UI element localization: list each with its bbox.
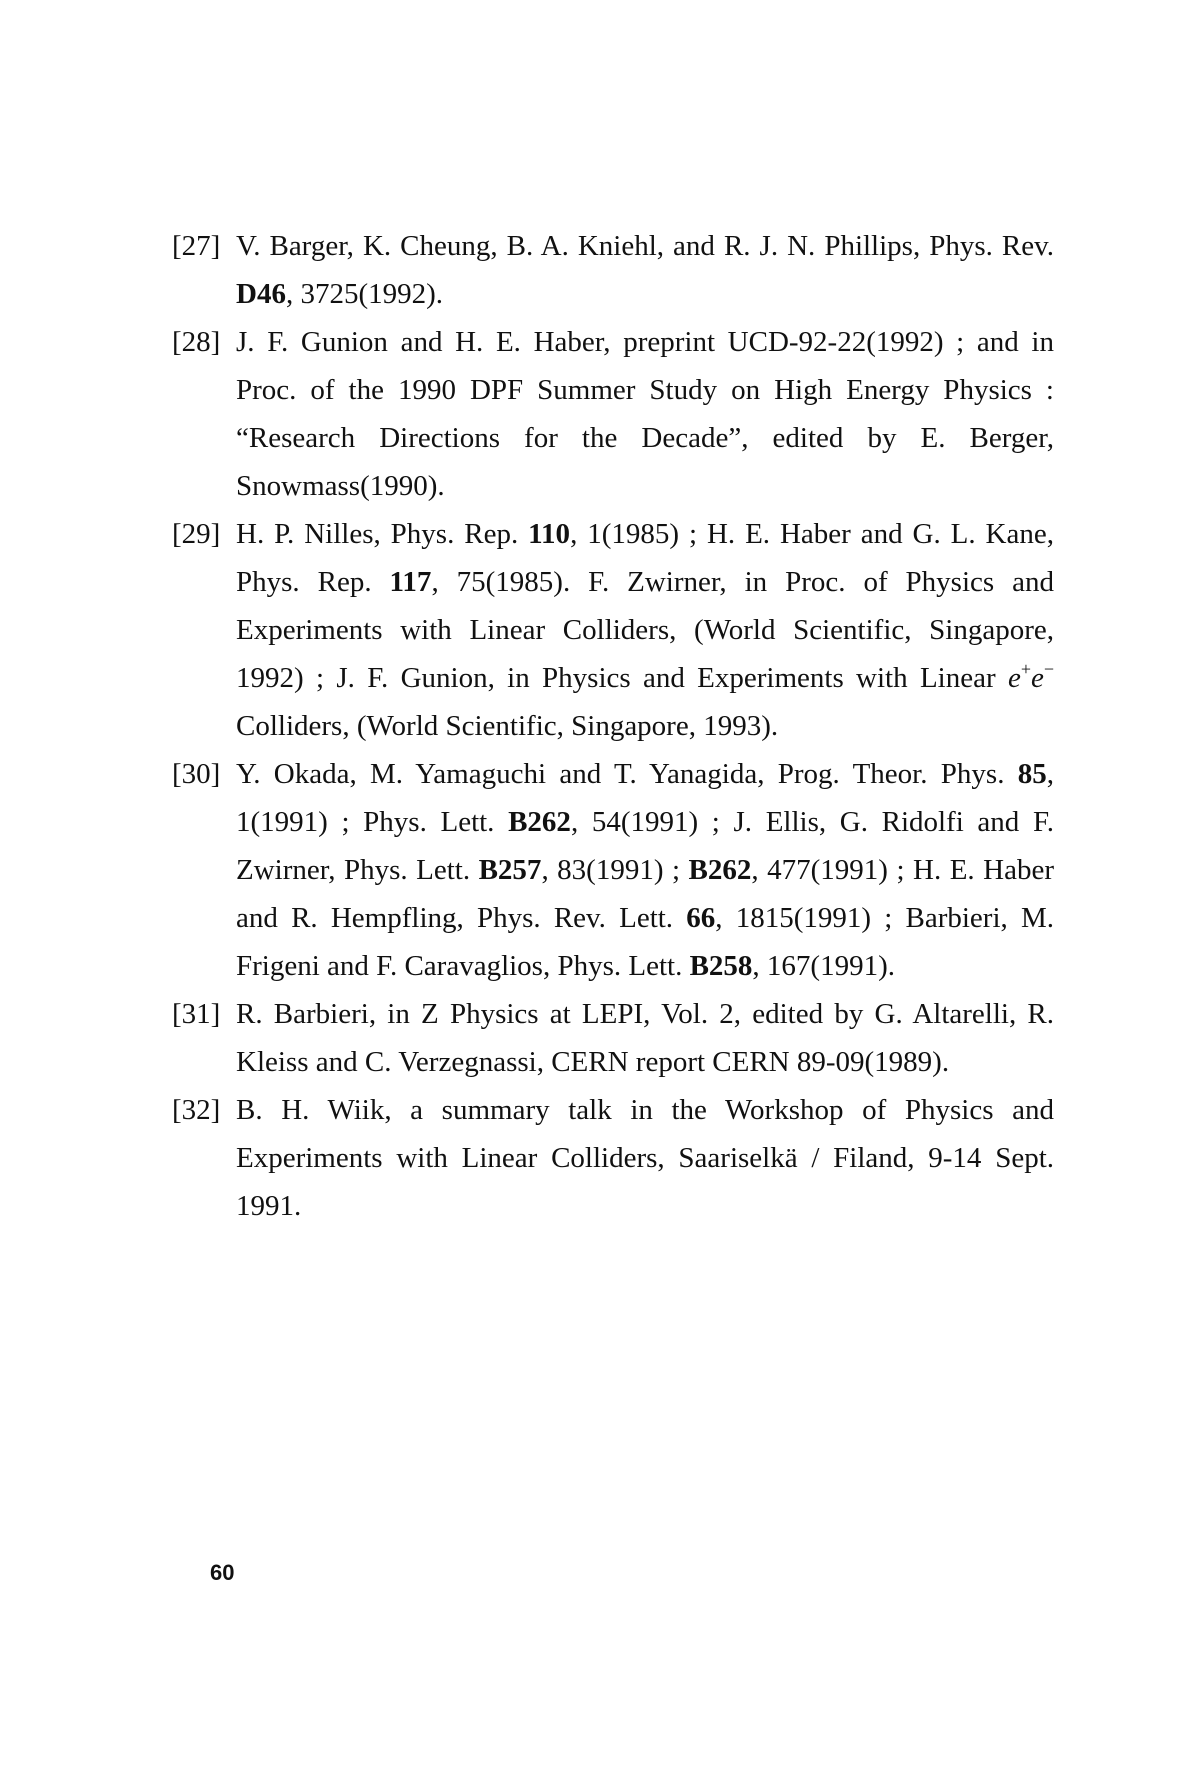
reference-fragment: , 167(1991). bbox=[752, 950, 895, 982]
reference-fragment: , 1(1985) ; H. E. Haber and G. L. Kane, Phys. Rep. bbox=[236, 518, 1054, 598]
reference-entry bbox=[172, 750, 1054, 990]
reference-entry bbox=[172, 990, 1054, 1086]
reference-fragment: , 83(1991) ; bbox=[541, 854, 689, 886]
reference-fragment: , 54(1991) ; J. Ellis, G. Ridolfi and F. Zwirner, Phys. Lett. bbox=[236, 806, 1054, 886]
reference-fragment: , 3725(1992). bbox=[285, 278, 444, 310]
particle-symbol: e bbox=[1007, 662, 1021, 694]
reference-fragment: Colliders, (World Scientific, Singapore, 1993). bbox=[236, 710, 779, 742]
reference-fragment: B. H. Wiik, a summary talk in the Workshop of Physics and Experiments with Linear Colliders, Saariselkä / Filand, 9-14 Sept. 1991. bbox=[236, 1094, 1054, 1222]
reference-fragment: V. Barger, K. Cheung, B. A. Kniehl, and R. J. N. Phillips, Phys. Rev. bbox=[236, 230, 1054, 262]
reference-text bbox=[236, 1086, 1054, 1230]
reference-fragment: , 477(1991) ; H. E. Haber and R. Hempfling, Phys. Rev. Lett. bbox=[236, 854, 1054, 934]
reference-entry bbox=[172, 222, 1054, 318]
reference-text bbox=[236, 510, 1054, 750]
volume-number: B262 bbox=[508, 806, 571, 838]
reference-fragment: H. P. Nilles, Phys. Rep. bbox=[236, 518, 529, 550]
reference-entry bbox=[172, 510, 1054, 750]
volume-number: B262 bbox=[688, 854, 752, 886]
reference-fragment: , 1815(1991) ; Barbieri, M. Frigeni and F. Caravaglios, Phys. Lett. bbox=[236, 902, 1054, 982]
reference-label: [31] bbox=[172, 998, 221, 1030]
reference-label: [28] bbox=[172, 326, 221, 358]
reference-fragment: J. F. Gunion and H. E. Haber, preprint UCD-92-22(1992) ; and in Proc. of the 1990 DPF Summer Study on High Energy Physics : “Research Directions for the Decade”, edited by E. Berger, Snowmass(1990). bbox=[236, 326, 1054, 502]
reference-entry bbox=[172, 318, 1054, 510]
reference-text bbox=[236, 318, 1054, 510]
reference-label: [29] bbox=[172, 518, 221, 550]
volume-number: D46 bbox=[236, 278, 286, 310]
reference-fragment: , 1(1991) ; Phys. Lett. bbox=[236, 758, 1054, 838]
reference-text bbox=[236, 990, 1054, 1086]
page-number: 60 bbox=[210, 1560, 235, 1585]
volume-number: 85 bbox=[1017, 758, 1047, 790]
volume-number: 110 bbox=[528, 518, 571, 550]
volume-number: B257 bbox=[478, 854, 542, 886]
charge-superscript: + bbox=[1020, 659, 1031, 679]
reference-label: [32] bbox=[172, 1094, 221, 1126]
reference-fragment: , 75(1985). F. Zwirner, in Proc. of Physics and Experiments with Linear Colliders, (World Scientific, Singapore, 1992) ; J. F. Gunion, in Physics and Experiments with Linear bbox=[236, 566, 1054, 694]
reference-label: [30] bbox=[172, 758, 221, 790]
volume-number: B258 bbox=[689, 950, 753, 982]
reference-fragment: Y. Okada, M. Yamaguchi and T. Yanagida, Prog. Theor. Phys. bbox=[236, 758, 1018, 790]
reference-label: [27] bbox=[172, 230, 221, 262]
reference-text bbox=[236, 750, 1054, 990]
charge-superscript: − bbox=[1043, 659, 1054, 679]
volume-number: 66 bbox=[686, 902, 716, 934]
reference-list bbox=[172, 222, 1054, 1230]
reference-entry bbox=[172, 1086, 1054, 1230]
reference-text bbox=[236, 222, 1054, 318]
reference-fragment: R. Barbieri, in Z Physics at LEPI, Vol. 2, edited by G. Altarelli, R. Kleiss and C. Verzegnassi, CERN report CERN 89-09(1989). bbox=[236, 998, 1054, 1078]
particle-symbol: e bbox=[1030, 662, 1044, 694]
volume-number: 117 bbox=[389, 566, 432, 598]
